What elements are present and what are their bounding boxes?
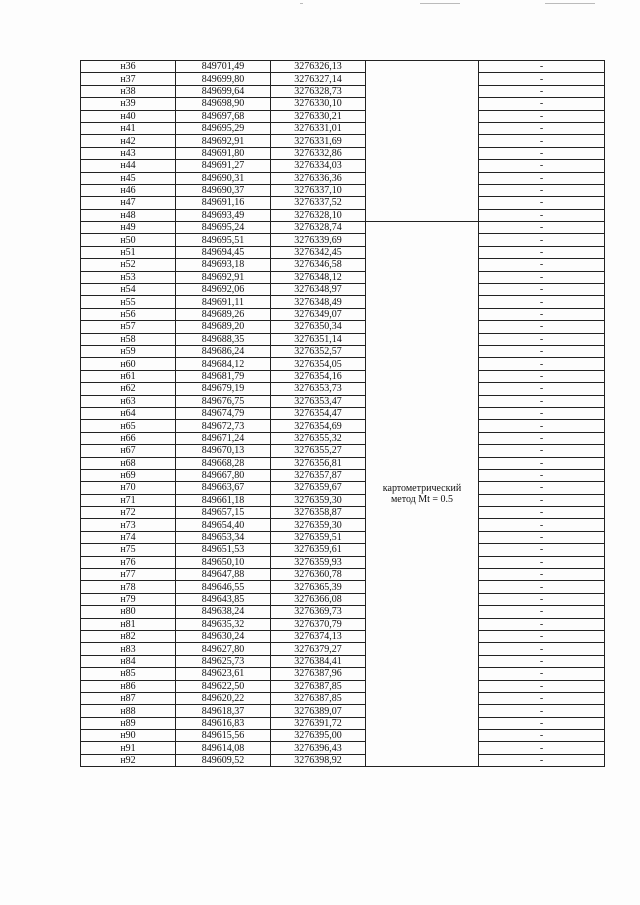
point-name-cell: н43 <box>81 147 176 159</box>
x-coordinate-cell: 849668,28 <box>176 457 271 469</box>
x-coordinate-cell: 849672,73 <box>176 420 271 432</box>
x-coordinate-cell: 849638,24 <box>176 606 271 618</box>
y-coordinate-cell: 3276359,93 <box>271 556 366 568</box>
point-name-cell: н60 <box>81 358 176 370</box>
x-coordinate-cell: 849695,24 <box>176 222 271 234</box>
dash-cell: - <box>479 482 605 494</box>
y-coordinate-cell: 3276396,43 <box>271 742 366 754</box>
table-row <box>81 556 605 568</box>
dash-cell: - <box>479 742 605 754</box>
dash-cell: - <box>479 122 605 134</box>
point-name-cell: н45 <box>81 172 176 184</box>
table-row <box>81 110 605 122</box>
table-row <box>81 494 605 506</box>
table-row <box>81 172 605 184</box>
table-row <box>81 692 605 704</box>
x-coordinate-cell: 849661,18 <box>176 494 271 506</box>
x-coordinate-cell: 849691,27 <box>176 160 271 172</box>
point-name-cell: н50 <box>81 234 176 246</box>
point-name-cell: н54 <box>81 284 176 296</box>
point-name-cell: н39 <box>81 98 176 110</box>
y-coordinate-cell: 3276359,67 <box>271 482 366 494</box>
dash-cell: - <box>479 692 605 704</box>
point-name-cell: н77 <box>81 569 176 581</box>
x-coordinate-cell: 849689,20 <box>176 321 271 333</box>
point-name-cell: н88 <box>81 705 176 717</box>
dash-cell: - <box>479 259 605 271</box>
y-coordinate-cell: 3276370,79 <box>271 618 366 630</box>
point-name-cell: н89 <box>81 717 176 729</box>
x-coordinate-cell: 849620,22 <box>176 692 271 704</box>
table-row <box>81 643 605 655</box>
point-name-cell: н70 <box>81 482 176 494</box>
point-name-cell: н90 <box>81 730 176 742</box>
x-coordinate-cell: 849622,50 <box>176 680 271 692</box>
y-coordinate-cell: 3276348,12 <box>271 271 366 283</box>
x-coordinate-cell: 849616,83 <box>176 717 271 729</box>
point-name-cell: н86 <box>81 680 176 692</box>
dash-cell: - <box>479 432 605 444</box>
y-coordinate-cell: 3276352,57 <box>271 345 366 357</box>
x-coordinate-cell: 849701,49 <box>176 61 271 73</box>
y-coordinate-cell: 3276337,52 <box>271 197 366 209</box>
point-name-cell: н71 <box>81 494 176 506</box>
table-row <box>81 618 605 630</box>
y-coordinate-cell: 3276398,92 <box>271 754 366 766</box>
table-row <box>81 271 605 283</box>
y-coordinate-cell: 3276326,13 <box>271 61 366 73</box>
dash-cell: - <box>479 110 605 122</box>
dash-cell: - <box>479 85 605 97</box>
dash-cell: - <box>479 284 605 296</box>
x-coordinate-cell: 849663,67 <box>176 482 271 494</box>
dash-cell: - <box>479 308 605 320</box>
y-coordinate-cell: 3276328,74 <box>271 222 366 234</box>
x-coordinate-cell: 849651,53 <box>176 544 271 556</box>
table-row <box>81 122 605 134</box>
y-coordinate-cell: 3276389,07 <box>271 705 366 717</box>
x-coordinate-cell: 849681,79 <box>176 370 271 382</box>
point-name-cell: н62 <box>81 383 176 395</box>
dash-cell: - <box>479 469 605 481</box>
y-coordinate-cell: 3276351,14 <box>271 333 366 345</box>
y-coordinate-cell: 3276353,73 <box>271 383 366 395</box>
dash-cell: - <box>479 420 605 432</box>
y-coordinate-cell: 3276357,87 <box>271 469 366 481</box>
point-name-cell: н79 <box>81 593 176 605</box>
point-name-cell: н56 <box>81 308 176 320</box>
table-row <box>81 296 605 308</box>
x-coordinate-cell: 849691,80 <box>176 147 271 159</box>
y-coordinate-cell: 3276387,96 <box>271 668 366 680</box>
point-name-cell: н84 <box>81 655 176 667</box>
table-row <box>81 655 605 667</box>
x-coordinate-cell: 849630,24 <box>176 630 271 642</box>
y-coordinate-cell: 3276348,49 <box>271 296 366 308</box>
dash-cell: - <box>479 222 605 234</box>
x-coordinate-cell: 849692,91 <box>176 135 271 147</box>
x-coordinate-cell: 849609,52 <box>176 754 271 766</box>
table-row <box>81 383 605 395</box>
x-coordinate-cell: 849623,61 <box>176 668 271 680</box>
dash-cell: - <box>479 668 605 680</box>
y-coordinate-cell: 3276395,00 <box>271 730 366 742</box>
table-row <box>81 259 605 271</box>
y-coordinate-cell: 3276359,61 <box>271 544 366 556</box>
table-row <box>81 234 605 246</box>
table-row <box>81 507 605 519</box>
x-coordinate-cell: 849650,10 <box>176 556 271 568</box>
dash-cell: - <box>479 717 605 729</box>
y-coordinate-cell: 3276355,27 <box>271 445 366 457</box>
y-coordinate-cell: 3276330,21 <box>271 110 366 122</box>
table-row <box>81 630 605 642</box>
table-row <box>81 222 605 234</box>
y-coordinate-cell: 3276354,16 <box>271 370 366 382</box>
y-coordinate-cell: 3276334,03 <box>271 160 366 172</box>
dash-cell: - <box>479 135 605 147</box>
y-coordinate-cell: 3276354,47 <box>271 407 366 419</box>
table-row <box>81 61 605 73</box>
x-coordinate-cell: 849688,35 <box>176 333 271 345</box>
y-coordinate-cell: 3276331,69 <box>271 135 366 147</box>
y-coordinate-cell: 3276328,10 <box>271 209 366 221</box>
dash-cell: - <box>479 234 605 246</box>
y-coordinate-cell: 3276353,47 <box>271 395 366 407</box>
x-coordinate-cell: 849693,18 <box>176 259 271 271</box>
point-name-cell: н91 <box>81 742 176 754</box>
point-name-cell: н81 <box>81 618 176 630</box>
dash-cell: - <box>479 184 605 196</box>
table-row <box>81 680 605 692</box>
table-row <box>81 581 605 593</box>
method-cell-upper <box>366 61 479 222</box>
point-name-cell: н61 <box>81 370 176 382</box>
x-coordinate-cell: 849691,11 <box>176 296 271 308</box>
y-coordinate-cell: 3276331,01 <box>271 122 366 134</box>
y-coordinate-cell: 3276356,81 <box>271 457 366 469</box>
dash-cell: - <box>479 98 605 110</box>
table-row <box>81 308 605 320</box>
x-coordinate-cell: 849695,51 <box>176 234 271 246</box>
dash-cell: - <box>479 643 605 655</box>
table-row <box>81 370 605 382</box>
point-name-cell: н37 <box>81 73 176 85</box>
x-coordinate-cell: 849643,85 <box>176 593 271 605</box>
dash-cell: - <box>479 172 605 184</box>
table-row <box>81 420 605 432</box>
table-row <box>81 754 605 766</box>
dash-cell: - <box>479 73 605 85</box>
x-coordinate-cell: 849690,31 <box>176 172 271 184</box>
point-name-cell: н59 <box>81 345 176 357</box>
dash-cell: - <box>479 407 605 419</box>
x-coordinate-cell: 849625,73 <box>176 655 271 667</box>
scan-artifact <box>300 3 303 4</box>
x-coordinate-cell: 849676,75 <box>176 395 271 407</box>
dash-cell: - <box>479 147 605 159</box>
point-name-cell: н48 <box>81 209 176 221</box>
table-row <box>81 432 605 444</box>
method-line-2: метод Mt = 0.5 <box>390 494 454 506</box>
y-coordinate-cell: 3276369,73 <box>271 606 366 618</box>
y-coordinate-cell: 3276391,72 <box>271 717 366 729</box>
dash-cell: - <box>479 333 605 345</box>
y-coordinate-cell: 3276350,34 <box>271 321 366 333</box>
point-name-cell: н80 <box>81 606 176 618</box>
y-coordinate-cell: 3276328,73 <box>271 85 366 97</box>
dash-cell: - <box>479 296 605 308</box>
dash-cell: - <box>479 445 605 457</box>
x-coordinate-cell: 849698,90 <box>176 98 271 110</box>
point-name-cell: н55 <box>81 296 176 308</box>
point-name-cell: н49 <box>81 222 176 234</box>
x-coordinate-cell: 849615,56 <box>176 730 271 742</box>
table-row <box>81 457 605 469</box>
table-row <box>81 321 605 333</box>
dash-cell: - <box>479 383 605 395</box>
table-row <box>81 209 605 221</box>
y-coordinate-cell: 3276348,97 <box>271 284 366 296</box>
y-coordinate-cell: 3276339,69 <box>271 234 366 246</box>
y-coordinate-cell: 3276359,51 <box>271 531 366 543</box>
dash-cell: - <box>479 246 605 258</box>
x-coordinate-cell: 849699,80 <box>176 73 271 85</box>
x-coordinate-cell: 849618,37 <box>176 705 271 717</box>
dash-cell: - <box>479 655 605 667</box>
y-coordinate-cell: 3276346,58 <box>271 259 366 271</box>
x-coordinate-cell: 849670,13 <box>176 445 271 457</box>
x-coordinate-cell: 849653,34 <box>176 531 271 543</box>
point-name-cell: н46 <box>81 184 176 196</box>
coordinates-table-body <box>81 61 605 767</box>
y-coordinate-cell: 3276387,85 <box>271 680 366 692</box>
dash-cell: - <box>479 494 605 506</box>
table-row <box>81 197 605 209</box>
y-coordinate-cell: 3276349,07 <box>271 308 366 320</box>
table-row <box>81 73 605 85</box>
x-coordinate-cell: 849699,64 <box>176 85 271 97</box>
y-coordinate-cell: 3276374,13 <box>271 630 366 642</box>
point-name-cell: н68 <box>81 457 176 469</box>
point-name-cell: н52 <box>81 259 176 271</box>
dash-cell: - <box>479 680 605 692</box>
y-coordinate-cell: 3276337,10 <box>271 184 366 196</box>
dash-cell: - <box>479 209 605 221</box>
y-coordinate-cell: 3276354,69 <box>271 420 366 432</box>
y-coordinate-cell: 3276384,41 <box>271 655 366 667</box>
table-row <box>81 544 605 556</box>
dash-cell: - <box>479 519 605 531</box>
y-coordinate-cell: 3276327,14 <box>271 73 366 85</box>
x-coordinate-cell: 849646,55 <box>176 581 271 593</box>
y-coordinate-cell: 3276387,85 <box>271 692 366 704</box>
x-coordinate-cell: 849671,24 <box>176 432 271 444</box>
dash-cell: - <box>479 507 605 519</box>
point-name-cell: н42 <box>81 135 176 147</box>
scan-artifact <box>545 3 595 4</box>
y-coordinate-cell: 3276330,10 <box>271 98 366 110</box>
dash-cell: - <box>479 61 605 73</box>
scan-artifact <box>420 3 460 4</box>
point-name-cell: н36 <box>81 61 176 73</box>
dash-cell: - <box>479 705 605 717</box>
table-row <box>81 482 605 494</box>
x-coordinate-cell: 849693,49 <box>176 209 271 221</box>
table-row <box>81 445 605 457</box>
point-name-cell: н63 <box>81 395 176 407</box>
table-row <box>81 469 605 481</box>
y-coordinate-cell: 3276358,87 <box>271 507 366 519</box>
point-name-cell: н38 <box>81 85 176 97</box>
x-coordinate-cell: 849695,29 <box>176 122 271 134</box>
table-row <box>81 730 605 742</box>
y-coordinate-cell: 3276359,30 <box>271 519 366 531</box>
x-coordinate-cell: 849690,37 <box>176 184 271 196</box>
table-row <box>81 407 605 419</box>
x-coordinate-cell: 849627,80 <box>176 643 271 655</box>
point-name-cell: н72 <box>81 507 176 519</box>
point-name-cell: н41 <box>81 122 176 134</box>
y-coordinate-cell: 3276342,45 <box>271 246 366 258</box>
x-coordinate-cell: 849684,12 <box>176 358 271 370</box>
dash-cell: - <box>479 544 605 556</box>
table-row <box>81 531 605 543</box>
point-name-cell: н87 <box>81 692 176 704</box>
table-row <box>81 345 605 357</box>
point-name-cell: н85 <box>81 668 176 680</box>
dash-cell: - <box>479 606 605 618</box>
x-coordinate-cell: 849679,19 <box>176 383 271 395</box>
x-coordinate-cell: 849686,24 <box>176 345 271 357</box>
y-coordinate-cell: 3276355,32 <box>271 432 366 444</box>
y-coordinate-cell: 3276332,86 <box>271 147 366 159</box>
dash-cell: - <box>479 271 605 283</box>
x-coordinate-cell: 849614,08 <box>176 742 271 754</box>
table-row <box>81 705 605 717</box>
dash-cell: - <box>479 618 605 630</box>
dash-cell: - <box>479 581 605 593</box>
point-name-cell: н57 <box>81 321 176 333</box>
method-cell <box>366 222 479 767</box>
dash-cell: - <box>479 630 605 642</box>
x-coordinate-cell: 849674,79 <box>176 407 271 419</box>
x-coordinate-cell: 849657,15 <box>176 507 271 519</box>
point-name-cell: н78 <box>81 581 176 593</box>
dash-cell: - <box>479 370 605 382</box>
dash-cell: - <box>479 593 605 605</box>
y-coordinate-cell: 3276336,36 <box>271 172 366 184</box>
dash-cell: - <box>479 556 605 568</box>
table-row <box>81 569 605 581</box>
table-row <box>81 717 605 729</box>
point-name-cell: н44 <box>81 160 176 172</box>
point-name-cell: н67 <box>81 445 176 457</box>
dash-cell: - <box>479 197 605 209</box>
point-name-cell: н76 <box>81 556 176 568</box>
dash-cell: - <box>479 358 605 370</box>
dash-cell: - <box>479 730 605 742</box>
x-coordinate-cell: 849654,40 <box>176 519 271 531</box>
table-row <box>81 606 605 618</box>
dash-cell: - <box>479 160 605 172</box>
x-coordinate-cell: 849667,80 <box>176 469 271 481</box>
point-name-cell: н82 <box>81 630 176 642</box>
x-coordinate-cell: 849635,32 <box>176 618 271 630</box>
x-coordinate-cell: 849647,88 <box>176 569 271 581</box>
point-name-cell: н40 <box>81 110 176 122</box>
table-row <box>81 358 605 370</box>
table-row <box>81 85 605 97</box>
point-name-cell: н58 <box>81 333 176 345</box>
point-name-cell: н83 <box>81 643 176 655</box>
point-name-cell: н53 <box>81 271 176 283</box>
dash-cell: - <box>479 321 605 333</box>
table-row <box>81 246 605 258</box>
table-row <box>81 184 605 196</box>
y-coordinate-cell: 3276365,39 <box>271 581 366 593</box>
x-coordinate-cell: 849697,68 <box>176 110 271 122</box>
y-coordinate-cell: 3276379,27 <box>271 643 366 655</box>
table-row <box>81 395 605 407</box>
table-row <box>81 742 605 754</box>
method-line-1: картометрический <box>382 483 462 495</box>
y-coordinate-cell: 3276366,08 <box>271 593 366 605</box>
y-coordinate-cell: 3276360,78 <box>271 569 366 581</box>
x-coordinate-cell: 849689,26 <box>176 308 271 320</box>
y-coordinate-cell: 3276354,05 <box>271 358 366 370</box>
x-coordinate-cell: 849691,16 <box>176 197 271 209</box>
point-name-cell: н65 <box>81 420 176 432</box>
point-name-cell: н75 <box>81 544 176 556</box>
dash-cell: - <box>479 345 605 357</box>
x-coordinate-cell: 849694,45 <box>176 246 271 258</box>
point-name-cell: н64 <box>81 407 176 419</box>
dash-cell: - <box>479 395 605 407</box>
point-name-cell: н73 <box>81 519 176 531</box>
point-name-cell: н92 <box>81 754 176 766</box>
dash-cell: - <box>479 754 605 766</box>
table-row <box>81 147 605 159</box>
point-name-cell: н51 <box>81 246 176 258</box>
table-row <box>81 135 605 147</box>
point-name-cell: н66 <box>81 432 176 444</box>
dash-cell: - <box>479 457 605 469</box>
dash-cell: - <box>479 531 605 543</box>
point-name-cell: н69 <box>81 469 176 481</box>
x-coordinate-cell: 849692,06 <box>176 284 271 296</box>
point-name-cell: н74 <box>81 531 176 543</box>
y-coordinate-cell: 3276359,30 <box>271 494 366 506</box>
table-row <box>81 593 605 605</box>
table-row <box>81 160 605 172</box>
coordinates-table <box>80 60 605 767</box>
table-row <box>81 333 605 345</box>
table-row <box>81 98 605 110</box>
point-name-cell: н47 <box>81 197 176 209</box>
table-row <box>81 519 605 531</box>
dash-cell: - <box>479 569 605 581</box>
table-row <box>81 284 605 296</box>
table-row <box>81 668 605 680</box>
x-coordinate-cell: 849692,91 <box>176 271 271 283</box>
